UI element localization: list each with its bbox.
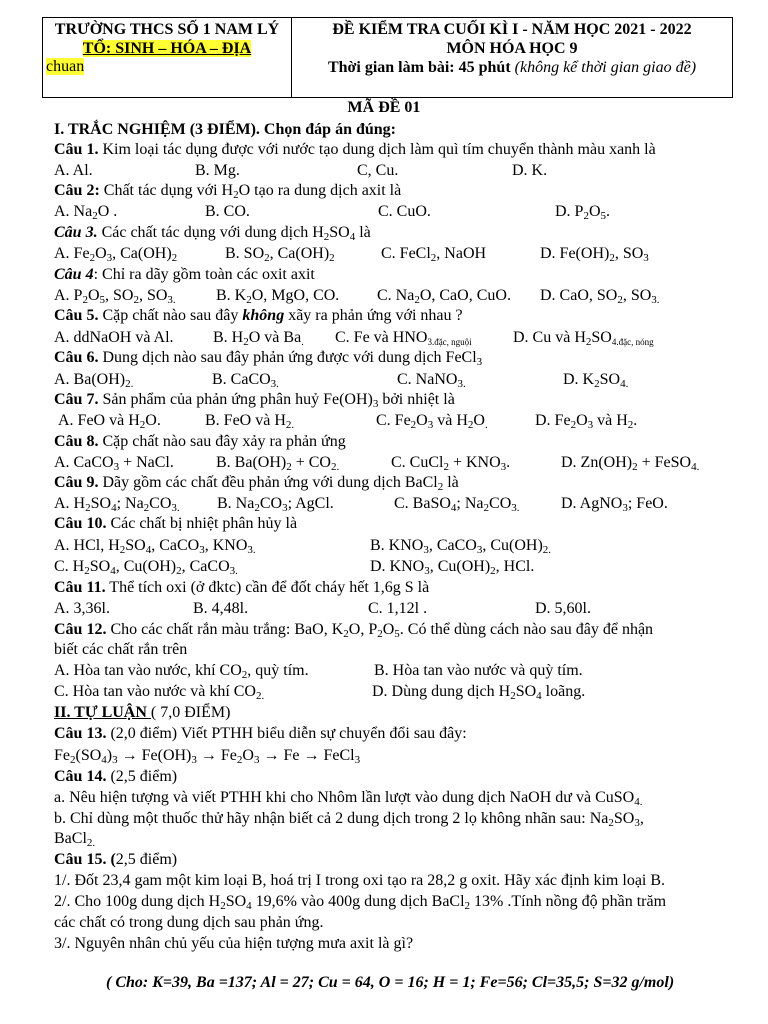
q6-option-c: C. NaNO$_{3.}$ [397,371,466,390]
q7-option-c: C. $Fe_2O_3$ và $H_2O_.$ [376,412,488,431]
q11-option-a: A. 3,36l. [54,600,110,617]
q8-option-b: B. $Ba(OH)_2 + CO_{2.}$ [216,454,340,473]
question-12-cont: biết các chất rắn trên [54,641,188,658]
q12-option-b: B. Hòa tan vào nước và quỳ tím. [374,662,583,679]
q10-option-d: D. $KNO_3$, $Cu(OH)_2$, HCl. [370,558,535,577]
school-cell [43,18,292,97]
part1-title: I. TRẮC NGHIỆM (3 ĐIỂM). Chọn đáp án đúng: [54,121,396,138]
question-15: Câu 15. (2,5 điểm) [54,851,178,868]
question-9: Câu 9. Dãy gồm các chất đều phản ứng với dung dịch BaCl$_2$ là [54,474,459,493]
question-7: Câu 7. Sản phẩm của phản ứng phân huỷ $Fe(OH)_3$ bởi nhiệt là [54,391,455,410]
department: TỔ: SINH – HÓA – ĐỊA [82,40,252,57]
q8-option-c: C. CuCl$_2$ + $KNO_3$. [391,454,511,473]
q6-option-b: B. CaCO$_{3.}$ [212,371,279,390]
q5-option-a: A. ddNaOH và Al. [54,329,174,346]
q3-option-b: B. $SO_2$, $Ca(OH)_2$ [225,245,335,264]
q12-option-d: D. Dùng dung dịch $H_2SO_4$ loãng. [372,683,586,702]
q9-option-d: D. AgNO$_3$; FeO. [561,495,668,514]
question-12: Câu 12. Cho các chất rắn màu trắng: BaO, $K_2O$, $P_2O_5$. Có thể dùng cách nào sau đây để nhận [54,621,654,640]
q7-option-a: A. FeO và $H_2O$. [58,412,161,431]
exam-code: MÃ ĐỀ 01 [347,99,421,116]
q2-option-d: D. $P_2O_5$. [555,203,611,222]
q6-option-d: D. $K_2SO_{4.}$ [563,371,629,390]
q2-option-b: B. CO. [205,203,250,220]
q15-part-1: 1/. Đốt 23,4 gam một kim loại B, hoá trị I trong oxi tạo ra 28,2 g oxit. Hãy xác định kim loại B. [54,872,666,889]
question-11: Câu 11. Thể tích oxi (ở đktc) cần để đốt cháy hết 1,6g S là [54,579,430,596]
exam-subject: MÔN HÓA HỌC 9 [446,40,578,57]
tag-chuan: chuan [46,58,85,75]
q1-option-c: C, Cu. [357,162,399,179]
exam-title: ĐỀ KIỂM TRA CUỐI KÌ I - NĂM HỌC 2021 - 2022 [332,21,692,38]
q13-scheme: $Fe_2(SO_4)_3 \to Fe(OH)_3 \to Fe_2O_3 \to Fe$ → FeCl$_3$ [54,747,361,766]
q4-option-b: B. $K_2O$, MgO, CO. [216,287,340,306]
atomic-masses-note: ( Cho: K=39, Ba =137; Al = 27; Cu = 64, O = 16; H = 1; Fe=56; Cl=35,5; S=32 g/mol) [106,974,675,991]
q9-option-a: A. $H_2SO_4$; $Na_2CO_{3.}$ [54,495,180,514]
q8-option-a: A. CaCO$_3$ + NaCl. [54,454,174,473]
q12-option-a: A. Hòa tan vào nước, khí $CO_2$, quỳ tím. [54,662,309,681]
exam-time: Thời gian làm bài: 45 phút [327,59,511,76]
q4-option-a: A. $P_2O_5$, $SO_2$, $SO_{3.}$ [54,287,176,306]
q9-option-c: C. BaSO$_4$; $Na_2CO_{3.}$ [394,495,520,514]
school-name: TRƯỜNG THCS SỐ 1 NAM LÝ [54,21,280,38]
q12-option-c: C. Hòa tan vào nước và khí $CO_{2.}$ [54,683,265,702]
question-3: Câu 3. Các chất tác dụng với dung dịch $H_2SO_4$ là [54,224,371,243]
q2-option-c: C. CuO. [378,203,431,220]
q9-option-b: B. $Na_2CO_3$; AgCl. [217,495,334,514]
q2-option-a: A. $Na_2O$ . [54,203,118,222]
q10-option-c: C. $H_2SO_4$, $Cu(OH)_2$, CaCO$_{3.}$ [54,558,238,577]
q10-option-b: B. $KNO_3$, CaCO$_3$, $Cu(OH)_{2.}$ [370,537,552,556]
part2-title: II. TỰ LUẬN ( 7,0 ĐIỂM) [54,704,231,721]
question-14: Câu 14. (2,5 điểm) [54,768,178,785]
q6-option-a: A. $Ba(OH)_{2.}$ [54,371,134,390]
q15-part-2-cont: các chất có trong dung dịch sau phản ứng. [54,914,324,931]
q1-option-d: D. K. [512,162,548,179]
q3-option-a: A. $Fe_2O_3$, $Ca(OH)_2$ [54,245,178,264]
question-10: Câu 10. Các chất bị nhiệt phân hủy là [54,515,298,532]
exam-info-cell [292,18,732,97]
q11-option-c: C. 1,12l . [368,600,428,617]
q14-part-b-cont: BaCl$_{2.}$ [54,830,96,849]
q15-part-3: 3/. Nguyên nhân chủ yếu của hiện tượng mưa axit là gì? [54,935,414,952]
q1-option-a: A. Al. [54,162,93,179]
q4-option-d: D. CaO, $SO_2$, $SO_{3.}$ [540,287,660,306]
q8-option-d: D. $Zn(OH)_2$ + FeSO$_{4.}$ [561,454,700,473]
question-8: Câu 8. Cặp chất nào sau đây xảy ra phản ứng [54,433,346,450]
question-4: Câu 4: Chỉ ra dãy gồm toàn các oxit axit [54,266,315,283]
q3-option-c: C. FeCl$_2$, NaOH [381,245,487,264]
q15-part-2: 2/. Cho 100g dung dịch $H_2SO_4$ 19,6% vào 400g dung dịch BaCl$_2$ 13% .Tính nồng độ phần trăm [54,893,667,912]
q5-option-b: B. $H_2O$ và $Ba_.$ [213,329,304,348]
question-6: Câu 6. Dung dịch nào sau đây phản ứng được với dung dịch FeCl$_3$ [54,349,483,368]
q1-option-b: B. Mg. [195,162,240,179]
q5-option-d: D. Cu và $H_2SO_{4.đặc, nóng}$ [513,329,654,348]
q10-option-a: A. HCl, $H_2SO_4$, CaCO$_3$, $KNO_{3.}$ [54,537,256,556]
q3-option-d: D. $Fe(OH)_2$, $SO_3$ [540,245,649,264]
q5-option-c: C. Fe và $HNO_{3.đặc, nguội}$ [335,329,472,347]
question-1: Câu 1. Kim loại tác dụng được với nước tạo dung dịch làm quì tím chuyển thành màu xanh là [54,141,656,158]
q7-option-b: B. FeO và $H_{2.}$ [205,412,295,431]
exam-time-note: (không kể thời gian giao đề) [514,59,697,76]
q11-option-b: B. 4,48l. [193,600,249,617]
q14-part-a: a. Nêu hiện tượng và viết PTHH khi cho Nhôm lần lượt vào dung dịch NaOH dư và CuSO$_{4.}$ [54,789,643,808]
question-13: Câu 13. (2,0 điểm) Viết PTHH biểu diễn sự chuyển đổi sau đây: [54,725,467,742]
q11-option-d: D. 5,60l. [535,600,591,617]
question-5: Câu 5. Cặp chất nào sau đây không xãy ra phản ứng với nhau ? [54,307,463,324]
question-2: Câu 2: Chất tác dụng với $H_2O$ tạo ra dung dịch axit là [54,182,402,201]
q7-option-d: D. $Fe_2O_3$ và $H_2$. [535,412,638,431]
header-box [42,17,733,98]
q14-part-b: b. Chỉ dùng một thuốc thử hãy nhận biết cả 2 dung dịch trong 2 lọ không nhãn sau: $Na_2SO_3$, [54,810,644,829]
q4-option-c: C. $Na_2O$, CaO, CuO. [377,287,511,306]
